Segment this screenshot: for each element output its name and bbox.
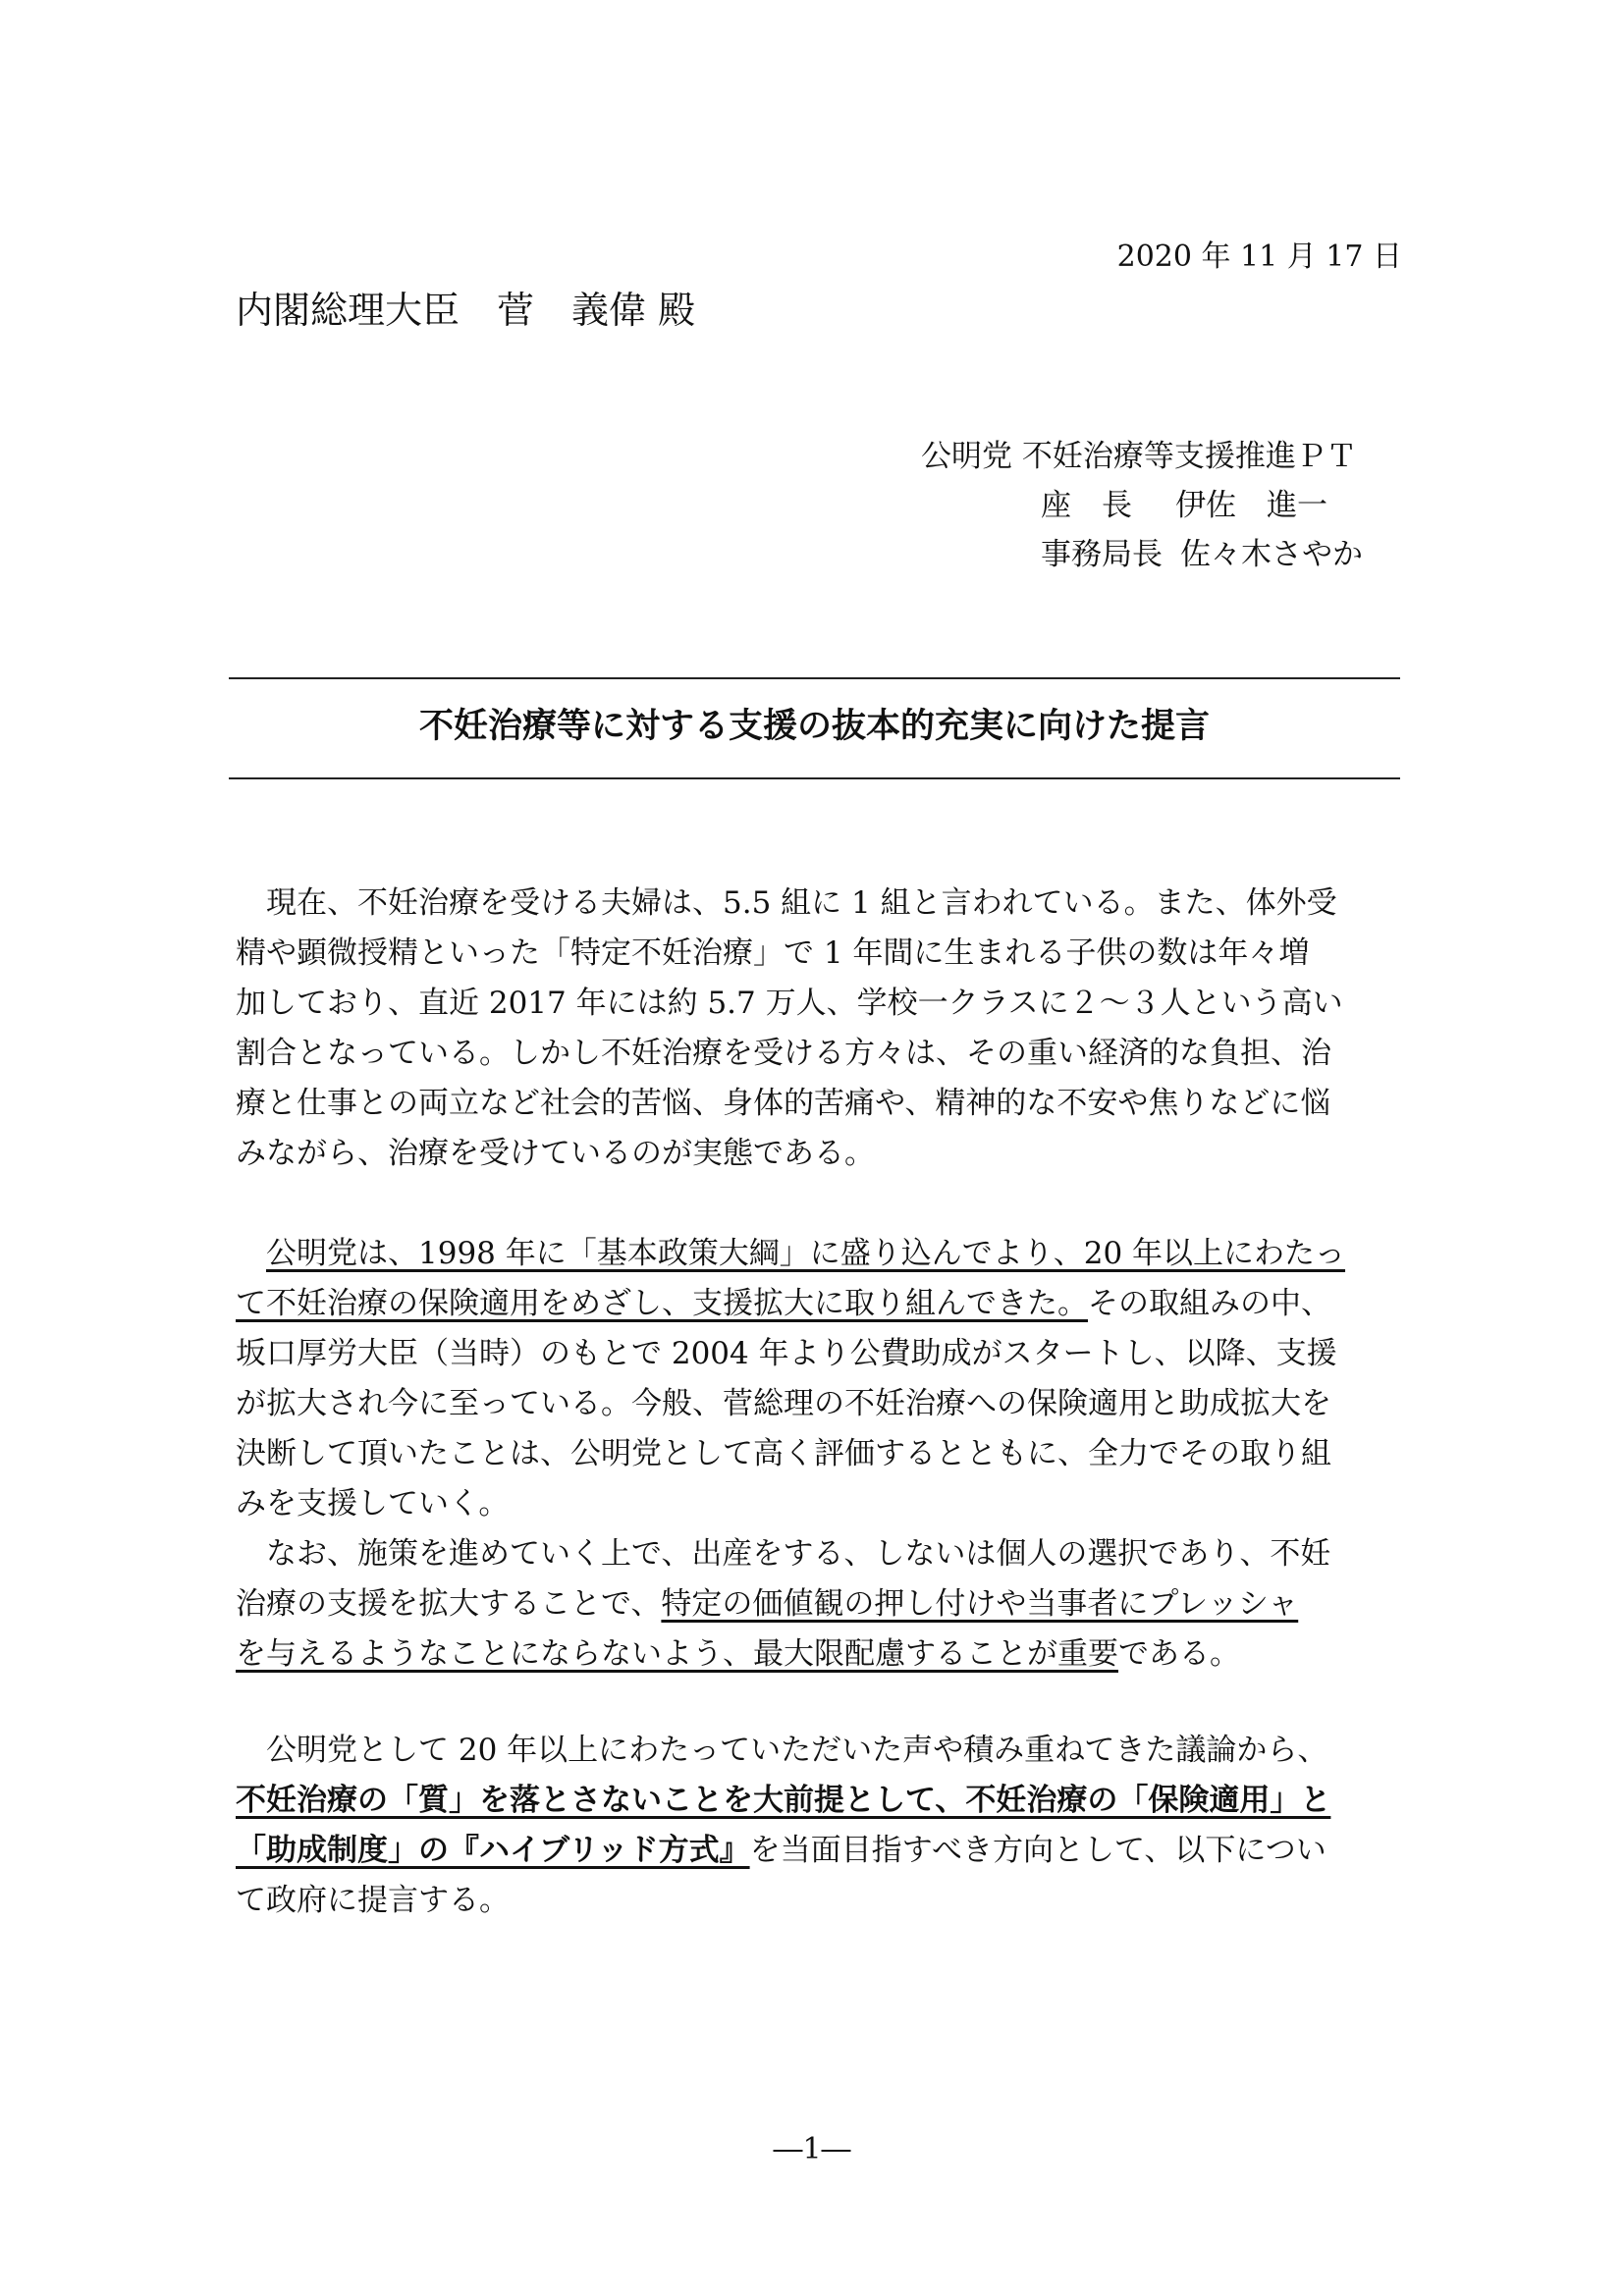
paragraph-4 <box>236 1726 1404 1926</box>
underlined-text: を与えるようなことにならないよう、最大限配慮することが重要 <box>236 1636 1118 1672</box>
underlined-text: 特定の価値観の押し付けや当事者にプレッシャ <box>661 1586 1299 1622</box>
paragraph-line <box>236 1826 1404 1876</box>
paragraph-line: 坂口厚労大臣（当時）のもとで 2004 年より公費助成がスタートし、以降、支援 <box>236 1336 1337 1371</box>
addressee: 内閣総理大臣 菅 義偉 殿 <box>236 289 696 332</box>
page-number: ―1― <box>773 2132 851 2166</box>
secretary-name: 佐々木さやか <box>1180 537 1363 572</box>
paragraph-line <box>236 1579 1404 1629</box>
secretary-role: 事務局長 <box>1041 537 1163 572</box>
title-top-rule <box>229 677 1400 679</box>
paragraph-line: 精や顕微授精といった「特定不妊治療」で 1 年間に生まれる子供の数は年々増 <box>236 935 1310 971</box>
paragraph-line <box>236 1629 1404 1680</box>
chair-name: 伊佐 進一 <box>1175 488 1327 523</box>
paragraph-line: みを支援していく。 <box>236 1486 510 1522</box>
plain-text: を当面目指すべき方向として、以下につい <box>749 1833 1326 1868</box>
paragraph-line: 決断して頂いたことは、公明党として高く評価するとともに、全力でその取り組 <box>236 1436 1331 1471</box>
paragraph-line <box>236 1279 1404 1329</box>
paragraph-line: 割合となっている。しかし不妊治療を受ける方々は、その重い経済的な負担、治 <box>236 1036 1331 1071</box>
underlined-text: 公明党は、1998 年に「基本政策大綱」に盛り込んでより、20 年以上にわたっ <box>266 1236 1346 1271</box>
sender-chair <box>921 481 1363 530</box>
sender-secretary <box>921 530 1363 579</box>
paragraph-line: なお、施策を進めていく上で、出産をする、しないは個人の選択であり、不妊 <box>236 1536 1331 1572</box>
paragraph-1 <box>236 879 1404 1179</box>
sender-block <box>921 432 1363 579</box>
paragraph-line: が拡大され今に至っている。今般、菅総理の不妊治療への保険適用と助成拡大を <box>236 1386 1331 1421</box>
paragraph-line: 療と仕事との両立など社会的苦悩、身体的苦痛や、精神的な不安や焦りなどに悩 <box>236 1086 1331 1121</box>
paragraph-line: て政府に提言する。 <box>236 1883 510 1918</box>
plain-text: その取組みの中、 <box>1088 1286 1331 1321</box>
document-title: 不妊治療等に対する支援の抜本的充実に向けた提言 <box>418 707 1210 746</box>
sender-organization: 公明党 不妊治療等支援推進ＰＴ <box>921 439 1357 474</box>
letter-date: 2020 年 11 月 17 日 <box>1116 240 1402 274</box>
paragraph-2 <box>236 1229 1404 1529</box>
paragraph-line <box>236 1229 1404 1279</box>
plain-text: 治療の支援を拡大することで、 <box>236 1586 662 1622</box>
chair-role: 座 長 <box>1041 488 1132 523</box>
plain-text: である。 <box>1118 1636 1240 1672</box>
bold-underlined-text: 「助成制度」の『ハイブリッド方式』 <box>236 1833 750 1868</box>
bold-underlined-text: 不妊治療の「質」を落とさないことを大前提として、不妊治療の「保険適用」と <box>236 1783 1331 1818</box>
paragraph-line: 公明党として 20 年以上にわたっていただいた声や積み重ねてきた議論から、 <box>236 1733 1328 1768</box>
paragraph-3 <box>236 1529 1404 1680</box>
underlined-text: て不妊治療の保険適用をめざし、支援拡大に取り組んできた。 <box>236 1286 1088 1321</box>
paragraph-line: 加しており、直近 2017 年には約 5.7 万人、学校一クラスに２～３人という高い <box>236 986 1343 1021</box>
title-bottom-rule <box>229 777 1400 779</box>
paragraph-line: みながら、治療を受けているのが実態である。 <box>236 1136 875 1171</box>
paragraph-line: 現在、不妊治療を受ける夫婦は、5.5 組に 1 組と言われている。また、体外受 <box>236 885 1337 921</box>
paragraph-line <box>236 1776 1404 1826</box>
